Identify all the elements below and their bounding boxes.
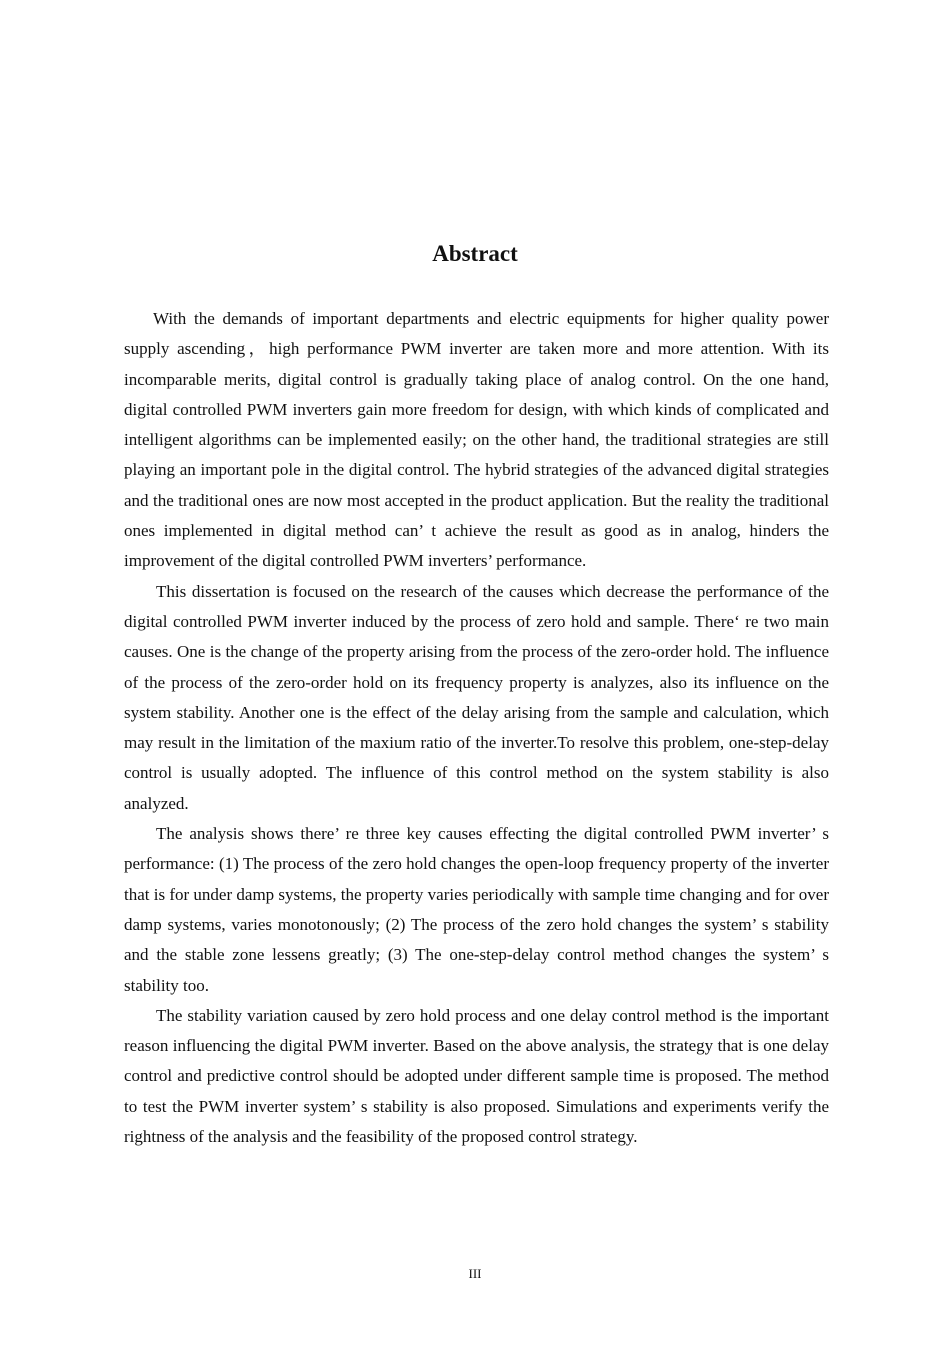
paragraph-4: The stability variation caused by zero hold process and one delay control method is the important reason influencing the digital PWM inverter. Based on the above analysis, the strategy that is one delay control and predictive control should be adopted under different sample time is proposed. The method to test the PWM inverter system’ s stability is also proposed. Simulations and experiments verify the rightness of the analysis and the feasibility of the proposed control strategy. [124,1005,829,1147]
paragraph-2: This dissertation is focused on the research of the causes which decrease the performance of the digital controlled PWM inverter induced by the process of zero hold and sample. There‘ re two main causes. One is the change of the property arising from the process of the zero-order hold. The influence of the process of the zero-order hold on its frequency property is analyzes, also its influence on the system stability. Another one is the effect of the delay arising from the sample and calculation, which may result in the limitation of the maxium ratio of the inverter.To resolve this problem, one-step-delay control is usually adopted. The influence of this control method on the system stability is also analyzed. [124,581,829,813]
abstract-body [124,304,829,1152]
paragraph-1: With the demands of important departments and electric equipments for higher quality power supply ascending，high performance PWM inverter are taken more and more attention. With its incomparable merits, digital control is gradually taking place of analog control. On the one hand, digital controlled PWM inverters gain more freedom for design, with which kinds of complicated and intelligent algorithms can be implemented easily; on the other hand, the traditional strategies are still playing an important pole in the digital control. The hybrid strategies of the advanced digital strategies and the traditional ones are now most accepted in the product application. But the reality the traditional ones implemented in digital method can’ t achieve the result as good as in analog, hinders the improvement of the digital controlled PWM inverters’ performance. [124,309,829,571]
page-title: Abstract [432,241,518,266]
paragraph-3: The analysis shows there’ re three key causes effecting the digital controlled PWM inverter’ s performance: (1) The process of the zero hold changes the open-loop frequency property of the inverter that is for under damp systems, the property varies periodically with sample time changing and for over damp systems, varies monotonously; (2) The process of the zero hold changes the system’ s stability and the stable zone lessens greatly; (3) The one-step-delay control method changes the system’ s stability too. [124,824,829,995]
page-number: III [468,1266,482,1281]
